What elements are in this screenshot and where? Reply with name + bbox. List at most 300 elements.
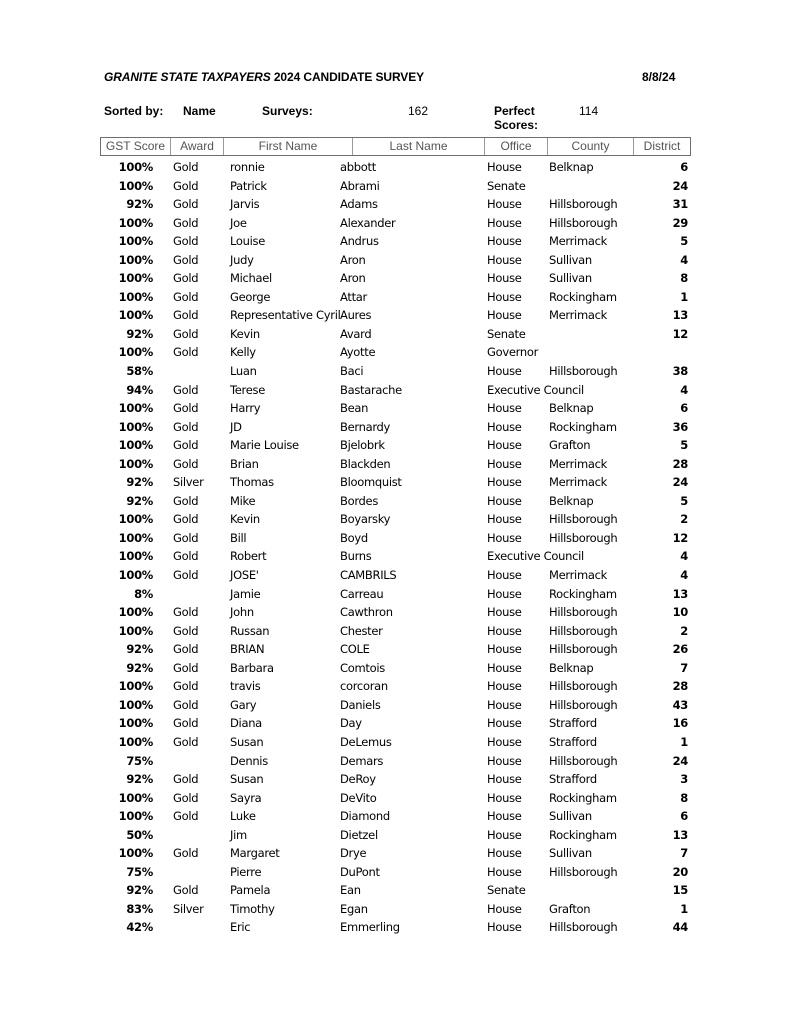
table-row	[100, 566, 691, 585]
district-cell: 1	[680, 289, 688, 304]
county-cell: Strafford	[549, 734, 597, 749]
table-row	[100, 807, 691, 826]
last-name-cell: Ean	[340, 883, 361, 898]
table-row	[100, 436, 691, 455]
gst-score-cell: 92%	[126, 475, 153, 490]
office-cell: Senate	[487, 883, 526, 898]
award-cell: Gold	[173, 809, 199, 824]
award-cell: Gold	[173, 438, 199, 453]
county-cell: Sullivan	[549, 846, 592, 861]
county-cell: Hillsborough	[549, 364, 618, 379]
gst-score-cell: 50%	[126, 827, 153, 842]
district-cell: 24	[672, 753, 688, 768]
award-cell: Silver	[173, 901, 204, 916]
gst-score-cell: 100%	[118, 178, 153, 193]
table-row	[100, 343, 691, 362]
last-name-cell: DeLemus	[340, 734, 392, 749]
county-cell: Hillsborough	[549, 753, 618, 768]
district-cell: 24	[672, 475, 688, 490]
county-cell: Merrimack	[549, 456, 607, 471]
table-row	[100, 177, 691, 196]
county-cell: Rockingham	[549, 827, 617, 842]
first-name-cell: travis	[230, 679, 261, 694]
gst-score-cell: 100%	[118, 456, 153, 471]
sorted-by-label: Sorted by:	[104, 104, 164, 118]
column-header-office: Office	[485, 138, 548, 155]
award-cell: Gold	[173, 642, 199, 657]
last-name-cell: Bastarache	[340, 382, 402, 397]
district-cell: 8	[680, 790, 688, 805]
office-cell: House	[487, 605, 522, 620]
gst-score-cell: 92%	[126, 660, 153, 675]
gst-score-cell: 100%	[118, 623, 153, 638]
office-cell: House	[487, 493, 522, 508]
award-cell: Gold	[173, 623, 199, 638]
district-cell: 12	[672, 326, 688, 341]
first-name-cell: Pamela	[230, 883, 271, 898]
last-name-cell: Demars	[340, 753, 384, 768]
award-cell: Gold	[173, 549, 199, 564]
first-name-cell: Timothy	[230, 901, 275, 916]
award-cell: Gold	[173, 493, 199, 508]
table-row	[100, 585, 691, 604]
table-row	[100, 714, 691, 733]
last-name-cell: COLE	[340, 642, 370, 657]
office-cell: House	[487, 846, 522, 861]
office-cell: House	[487, 401, 522, 416]
gst-score-cell: 100%	[118, 345, 153, 360]
district-cell: 13	[672, 827, 688, 842]
award-cell: Gold	[173, 401, 199, 416]
last-name-cell: Egan	[340, 901, 368, 916]
county-cell: Strafford	[549, 716, 597, 731]
gst-score-cell: 92%	[126, 326, 153, 341]
office-cell: House	[487, 252, 522, 267]
gst-score-cell: 100%	[118, 530, 153, 545]
gst-score-cell: 100%	[118, 271, 153, 286]
award-cell: Gold	[173, 512, 199, 527]
county-cell: Sullivan	[549, 252, 592, 267]
last-name-cell: Abrami	[340, 178, 380, 193]
award-cell: Gold	[173, 160, 199, 174]
gst-score-cell: 75%	[126, 864, 153, 879]
table-row	[100, 399, 691, 418]
first-name-cell: Barbara	[230, 660, 274, 675]
surveys-count: 162	[408, 104, 429, 118]
table-row	[100, 863, 691, 882]
district-cell: 7	[680, 846, 688, 861]
award-cell: Gold	[173, 790, 199, 805]
first-name-cell: Robert	[230, 549, 267, 564]
county-cell: Rockingham	[549, 419, 617, 434]
office-cell: House	[487, 271, 522, 286]
office-cell: House	[487, 289, 522, 304]
district-cell: 1	[680, 734, 688, 749]
award-cell: Gold	[173, 326, 199, 341]
table-row	[100, 603, 691, 622]
gst-score-cell: 100%	[118, 438, 153, 453]
gst-score-cell: 92%	[126, 883, 153, 898]
table-row	[100, 381, 691, 400]
gst-score-cell: 100%	[118, 419, 153, 434]
gst-score-cell: 75%	[126, 753, 153, 768]
county-cell: Hillsborough	[549, 642, 618, 657]
last-name-cell: Baci	[340, 364, 364, 379]
district-cell: 26	[672, 642, 688, 657]
last-name-cell: Drye	[340, 846, 367, 861]
table-row	[100, 269, 691, 288]
district-cell: 8	[680, 271, 688, 286]
office-cell: House	[487, 419, 522, 434]
county-cell: Merrimack	[549, 234, 607, 249]
gst-score-cell: 83%	[126, 901, 153, 916]
first-name-cell: George	[230, 289, 271, 304]
gst-score-cell: 100%	[118, 605, 153, 620]
award-cell: Gold	[173, 456, 199, 471]
gst-score-cell: 100%	[118, 809, 153, 824]
column-header-last-name: Last Name	[353, 138, 485, 155]
gst-score-cell: 92%	[126, 197, 153, 212]
column-header-gst-score: GST Score	[101, 138, 171, 155]
office-cell: Governor	[487, 345, 539, 360]
award-cell: Gold	[173, 883, 199, 898]
first-name-cell: Thomas	[230, 475, 274, 490]
district-cell: 28	[672, 679, 688, 694]
sorted-by-value: Name	[183, 104, 216, 118]
county-cell: Sullivan	[549, 809, 592, 824]
office-cell: House	[487, 308, 522, 323]
district-cell: 5	[680, 438, 688, 453]
award-cell: Gold	[173, 308, 199, 323]
district-cell: 2	[680, 623, 688, 638]
last-name-cell: Adams	[340, 197, 378, 212]
first-name-cell: Marie Louise	[230, 438, 299, 453]
award-cell: Gold	[173, 197, 199, 212]
last-name-cell: Chester	[340, 623, 383, 638]
gst-score-cell: 94%	[126, 382, 153, 397]
page-title	[104, 70, 424, 84]
award-cell: Gold	[173, 419, 199, 434]
last-name-cell: Daniels	[340, 697, 381, 712]
district-cell: 10	[672, 605, 688, 620]
last-name-cell: Bloomquist	[340, 475, 402, 490]
table-row	[100, 752, 691, 771]
district-cell: 24	[672, 178, 688, 193]
first-name-cell: Judy	[230, 252, 254, 267]
gst-score-cell: 92%	[126, 772, 153, 787]
column-header-award: Award	[171, 138, 224, 155]
first-name-cell: Kelly	[230, 345, 256, 360]
last-name-cell: DuPont	[340, 864, 380, 879]
first-name-cell: Harry	[230, 401, 261, 416]
gst-score-cell: 100%	[118, 716, 153, 731]
table-header	[100, 137, 691, 156]
first-name-cell: Luan	[230, 364, 257, 379]
gst-score-cell: 100%	[118, 846, 153, 861]
last-name-cell: Boyd	[340, 530, 368, 545]
table-row	[100, 195, 691, 214]
county-cell: Rockingham	[549, 586, 617, 601]
last-name-cell: Burns	[340, 549, 372, 564]
county-cell: Strafford	[549, 772, 597, 787]
county-cell: Belknap	[549, 660, 594, 675]
district-cell: 36	[672, 419, 688, 434]
office-cell: House	[487, 772, 522, 787]
office-cell: House	[487, 160, 522, 174]
first-name-cell: Pierre	[230, 864, 262, 879]
first-name-cell: Jamie	[230, 586, 261, 601]
table-row	[100, 733, 691, 752]
office-cell: House	[487, 623, 522, 638]
gst-score-cell: 100%	[118, 234, 153, 249]
office-cell: House	[487, 512, 522, 527]
county-cell: Hillsborough	[549, 512, 618, 527]
table-row	[100, 214, 691, 233]
org-name: GRANITE STATE TAXPAYERS	[104, 70, 271, 84]
last-name-cell: Carreau	[340, 586, 384, 601]
table-row	[100, 770, 691, 789]
office-cell: House	[487, 642, 522, 657]
gst-score-cell: 100%	[118, 160, 153, 174]
county-cell: Merrimack	[549, 308, 607, 323]
office-cell: House	[487, 456, 522, 471]
first-name-cell: Gary	[230, 697, 257, 712]
district-cell: 4	[680, 252, 688, 267]
county-cell: Hillsborough	[549, 679, 618, 694]
table-row	[100, 510, 691, 529]
first-name-cell: Patrick	[230, 178, 267, 193]
first-name-cell: JOSE'	[230, 568, 259, 583]
last-name-cell: Alexander	[340, 215, 396, 230]
first-name-cell: Terese	[230, 382, 265, 397]
first-name-cell: Joe	[230, 215, 247, 230]
first-name-cell: Brian	[230, 456, 259, 471]
first-name-cell: Jim	[230, 827, 247, 842]
last-name-cell: Andrus	[340, 234, 379, 249]
award-cell: Gold	[173, 568, 199, 583]
district-cell: 13	[672, 308, 688, 323]
district-cell: 4	[680, 549, 688, 564]
office-cell: House	[487, 475, 522, 490]
last-name-cell: Boyarsky	[340, 512, 391, 527]
table-row	[100, 529, 691, 548]
first-name-cell: Mike	[230, 493, 256, 508]
office-cell: Executive Council	[487, 549, 584, 564]
office-cell: House	[487, 438, 522, 453]
table-row	[100, 677, 691, 696]
gst-score-cell: 92%	[126, 642, 153, 657]
office-cell: House	[487, 364, 522, 379]
first-name-cell: Sayra	[230, 790, 262, 805]
table-row	[100, 844, 691, 863]
first-name-cell: BRIAN	[230, 642, 265, 657]
office-cell: House	[487, 568, 522, 583]
last-name-cell: Dietzel	[340, 827, 378, 842]
office-cell: House	[487, 901, 522, 916]
report-date: 8/8/24	[642, 70, 676, 84]
last-name-cell: Aron	[340, 252, 366, 267]
gst-score-cell: 100%	[118, 289, 153, 304]
column-header-first-name: First Name	[224, 138, 353, 155]
award-cell: Gold	[173, 772, 199, 787]
first-name-cell: Representative Cyril	[230, 308, 341, 323]
gst-score-cell: 100%	[118, 308, 153, 323]
district-cell: 5	[680, 234, 688, 249]
county-cell: Rockingham	[549, 790, 617, 805]
table-row	[100, 696, 691, 715]
first-name-cell: ronnie	[230, 160, 265, 174]
district-cell: 28	[672, 456, 688, 471]
first-name-cell: Louise	[230, 234, 265, 249]
gst-score-cell: 100%	[118, 549, 153, 564]
first-name-cell: Bill	[230, 530, 247, 545]
last-name-cell: Bordes	[340, 493, 379, 508]
title-rest: 2024 CANDIDATE SURVEY	[270, 70, 425, 84]
gst-score-cell: 100%	[118, 679, 153, 694]
last-name-cell: DeVito	[340, 790, 377, 805]
table-row	[100, 251, 691, 270]
award-cell: Gold	[173, 234, 199, 249]
last-name-cell: DeRoy	[340, 772, 376, 787]
table-row	[100, 232, 691, 251]
county-cell: Hillsborough	[549, 623, 618, 638]
last-name-cell: Ayotte	[340, 345, 376, 360]
district-cell: 43	[672, 697, 688, 712]
district-cell: 4	[680, 382, 688, 397]
table-row	[100, 659, 691, 678]
award-cell: Gold	[173, 734, 199, 749]
county-cell: Hillsborough	[549, 605, 618, 620]
last-name-cell: corcoran	[340, 679, 388, 694]
table-row	[100, 362, 691, 381]
district-cell: 16	[672, 716, 688, 731]
award-cell: Gold	[173, 716, 199, 731]
office-cell: House	[487, 697, 522, 712]
last-name-cell: Bjelobrk	[340, 438, 385, 453]
county-cell: Grafton	[549, 901, 591, 916]
table-row	[100, 158, 691, 177]
award-cell: Gold	[173, 271, 199, 286]
first-name-cell: Luke	[230, 809, 256, 824]
last-name-cell: Avard	[340, 326, 372, 341]
district-cell	[660, 343, 688, 362]
office-cell: House	[487, 586, 522, 601]
award-cell: Gold	[173, 345, 199, 360]
office-cell: House	[487, 215, 522, 230]
office-cell: House	[487, 660, 522, 675]
table-row	[100, 418, 691, 437]
last-name-cell: Bean	[340, 401, 369, 416]
table-row	[100, 306, 691, 325]
county-cell: Hillsborough	[549, 530, 618, 545]
table-row	[100, 288, 691, 307]
first-name-cell: Russan	[230, 623, 270, 638]
county-cell: Belknap	[549, 401, 594, 416]
last-name-cell: CAMBRILS	[340, 568, 397, 583]
district-cell: 29	[672, 215, 688, 230]
award-cell: Gold	[173, 605, 199, 620]
first-name-cell: John	[230, 605, 254, 620]
gst-score-cell: 100%	[118, 401, 153, 416]
office-cell: House	[487, 716, 522, 731]
district-cell: 20	[672, 864, 688, 879]
table-row	[100, 622, 691, 641]
county-cell: Belknap	[549, 160, 594, 174]
award-cell: Gold	[173, 846, 199, 861]
gst-score-cell: 58%	[126, 364, 153, 379]
office-cell: House	[487, 734, 522, 749]
gst-score-cell: 100%	[118, 512, 153, 527]
award-cell: Gold	[173, 178, 199, 193]
district-cell: 6	[680, 160, 688, 174]
county-cell: Hillsborough	[549, 215, 618, 230]
office-cell: House	[487, 790, 522, 805]
award-cell: Gold	[173, 289, 199, 304]
district-cell: 13	[672, 586, 688, 601]
district-cell: 44	[672, 920, 688, 935]
district-cell: 6	[680, 401, 688, 416]
gst-score-cell: 100%	[118, 734, 153, 749]
first-name-cell: Dennis	[230, 753, 268, 768]
table-row	[100, 918, 691, 937]
last-name-cell: Bernardy	[340, 419, 391, 434]
first-name-cell: Susan	[230, 772, 264, 787]
table-row	[100, 900, 691, 919]
first-name-cell: Kevin	[230, 326, 260, 341]
district-cell: 1	[680, 901, 688, 916]
district-cell: 31	[672, 197, 688, 212]
district-cell: 4	[680, 568, 688, 583]
district-cell: 12	[672, 530, 688, 545]
county-cell: Hillsborough	[549, 697, 618, 712]
county-cell: Hillsborough	[549, 197, 618, 212]
last-name-cell: Aron	[340, 271, 366, 286]
office-cell: House	[487, 920, 522, 935]
award-cell: Gold	[173, 697, 199, 712]
office-cell: House	[487, 864, 522, 879]
last-name-cell: abbott	[340, 160, 376, 174]
last-name-cell: Diamond	[340, 809, 390, 824]
award-cell: Gold	[173, 382, 199, 397]
surveys-label: Surveys:	[262, 104, 313, 118]
office-cell: Senate	[487, 178, 526, 193]
county-cell: Rockingham	[549, 289, 617, 304]
award-cell: Gold	[173, 215, 199, 230]
county-cell: Hillsborough	[549, 920, 618, 935]
award-cell: Gold	[173, 530, 199, 545]
last-name-cell: Blackden	[340, 456, 391, 471]
award-cell: Gold	[173, 252, 199, 267]
office-cell: House	[487, 197, 522, 212]
county-cell: Sullivan	[549, 271, 592, 286]
gst-score-cell: 100%	[118, 697, 153, 712]
district-cell: 6	[680, 809, 688, 824]
perfect-scores-label: Perfect Scores:	[494, 104, 539, 132]
first-name-cell: Diana	[230, 716, 262, 731]
last-name-cell: Attar	[340, 289, 367, 304]
award-cell: Gold	[173, 660, 199, 675]
gst-score-cell: 100%	[118, 215, 153, 230]
district-cell: 7	[680, 660, 688, 675]
county-cell: Merrimack	[549, 568, 607, 583]
table-row	[100, 492, 691, 511]
last-name-cell: Comtois	[340, 660, 385, 675]
gst-score-cell: 42%	[126, 920, 153, 935]
office-cell: House	[487, 530, 522, 545]
perfect-scores-count: 114	[579, 104, 599, 118]
table-row	[100, 881, 691, 900]
first-name-cell: Kevin	[230, 512, 260, 527]
